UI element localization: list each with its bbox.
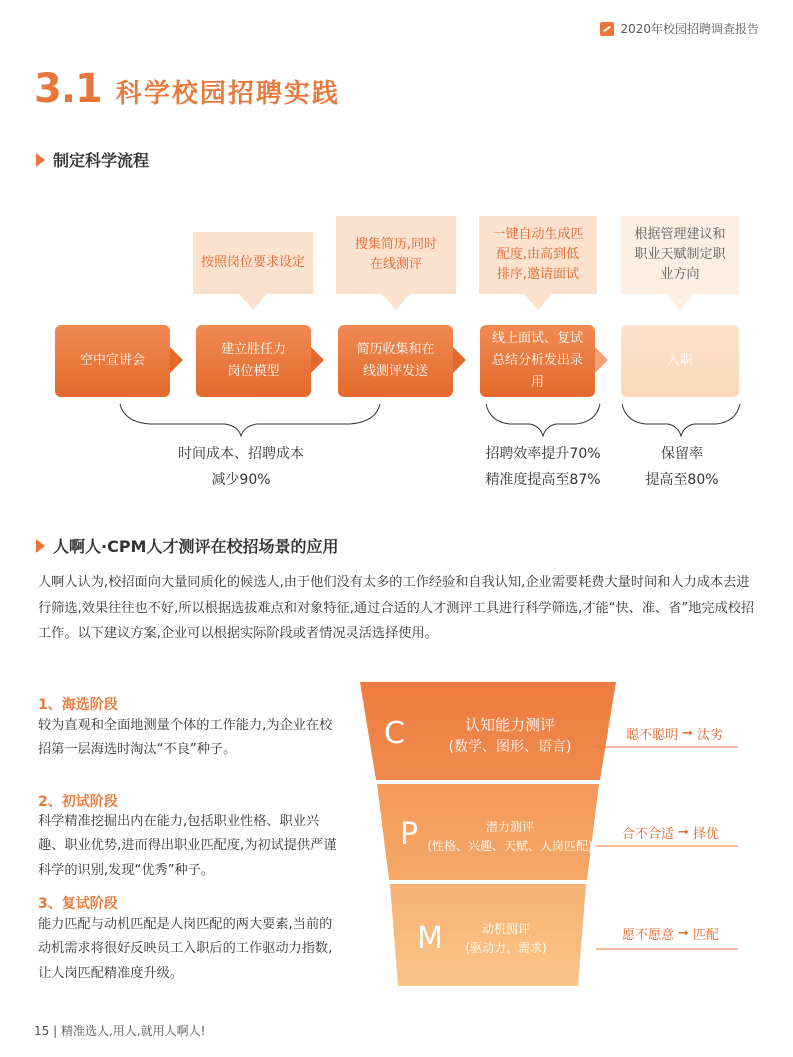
section-name: 科学校园招聘实践 [115,79,340,109]
flow-step-1-label: 空中宣讲会 [79,352,145,368]
flow-step-2-label: 建立胜任力 岗位模型 [220,341,286,379]
outcome-c-to: 汰劣 [696,728,723,743]
result-3-line1: 保留率 [661,446,703,462]
outcome-c-from: 聪不聪明 [626,728,679,743]
stage-3-title: 3、复试阶段 [38,896,118,912]
arrow-right-icon [170,347,183,373]
funnel-p-title: 潜力测评 [485,820,534,834]
flow-step-2 [196,325,311,397]
arrow-right-icon [311,347,324,373]
footer-slogan: 精准选人,用人,就用人啊人! [60,1024,206,1038]
triangle-bullet-icon [36,539,45,553]
brace-2 [486,404,600,436]
funnel-m-text [446,920,566,958]
footer-divider: | [53,1024,61,1038]
funnel-c-subtitle: (数学、图形、语言) [448,738,572,755]
cpm-heading [36,534,338,557]
funnel-letter-m: M [417,921,443,956]
cpm-heading-text: 人啊人·CPM人才测评在校招场景的应用 [53,537,339,556]
flow-heading-text: 制定科学流程 [53,151,150,170]
outcome-m-to: 匹配 [692,928,719,943]
flow-step-1 [55,325,170,397]
callout-1 [193,232,313,294]
callout-1-text: 按照岗位要求设定 [200,254,305,270]
result-3-line2: 提高至80% [645,471,719,488]
funnel-letter-c: C [384,716,405,751]
flow-step-5 [621,325,739,397]
stage-1-title: 1、海选阶段 [38,697,118,713]
funnel-c-title: 认知能力测评 [464,716,555,734]
result-1 [170,442,312,494]
callout-2-tip [382,294,410,310]
brace-3 [622,404,740,436]
report-logo-icon [600,22,614,36]
outcome-p-to: 择优 [692,827,719,842]
arrow-right-icon [453,347,466,373]
flow-heading [36,148,149,171]
flow-step-4 [480,325,595,397]
outcome-p-from: 合不合适 [622,827,675,842]
callout-4-text: 根据管理建议和 职业天赋制定职 业方向 [634,226,726,283]
callout-4-tip [666,294,694,310]
arrow-right-icon: ➞ [682,726,693,741]
arrow-right-icon: ➞ [678,825,689,840]
section-number: 3.1 [34,66,102,112]
callout-4 [621,216,739,294]
report-header [600,20,759,37]
result-2 [476,442,610,494]
stage-1-text: 较为直观和全面地测量个体的工作能力,为企业在校招第一层海选时淘汰“不良”种子。 [38,718,333,758]
result-1-line1: 时间成本、招聘成本 [178,446,304,462]
funnel-p-text [420,818,600,856]
result-3 [630,442,734,494]
callout-2-text: 搜集简历,同时 在线测评 [354,236,438,272]
callout-3-tip [524,294,552,310]
callout-3 [479,216,597,294]
arrow-right-icon: ➞ [678,926,689,941]
stage-2-text: 科学精准挖掘出内在能力,包括职业性格、职业兴趣、职业优势,进而得出职业匹配度,为初试提供严谨科学的识别,发现“优秀”种子。 [38,814,337,878]
triangle-bullet-icon [36,153,45,167]
arrow-right-icon [595,347,608,373]
funnel-m-subtitle: (驱动力、需求) [465,941,547,956]
funnel-c-text [430,714,590,758]
stage-2-title: 2、初试阶段 [38,794,118,810]
callout-1-tip [239,294,267,310]
intro-paragraph: 人啊人认为,校招面向大量同质化的候选人,由于他们没有太多的工作经验和自我认知,企业需要耗费大量时间和人力成本去进行筛选,效果往往也不好,所以根据选拔难点和对象特征,通过合适的人才测评工具进行科学筛选,才能“快、准、省”地完成校招工作。以下建议方案,企业可以根据实际阶段或者情况灵活选择使用。 [38,575,755,642]
outcome-m [622,924,719,943]
callout-2 [336,216,456,294]
section-title [34,66,340,112]
result-1-line2: 减少90% [211,471,271,488]
funnel-p-subtitle: (性格、兴趣、天赋、人岗匹配) [427,839,593,854]
page-footer [34,1022,205,1039]
flow-step-4-label: 线上面试、复试 总结分析发出录用 [491,330,583,391]
brace-1 [120,404,380,436]
outcome-c [626,724,723,743]
flow-step-5-label: 入职 [666,352,693,368]
outcome-m-from: 愿不愿意 [622,928,675,943]
stage-3-text: 能力匹配与动机匹配是人岗匹配的两大要素,当前的动机需求将很好反映员工入职后的工作驱动力指数,让人岗匹配精准度升级。 [38,917,333,981]
report-title: 2020年校园招聘调查报告 [620,22,759,36]
flow-step-3 [338,325,453,397]
result-2-line2: 精准度提高至87% [485,471,601,488]
funnel-m-title: 动机测评 [481,922,530,936]
flow-step-3-label: 简历收集和在 线测评发送 [356,341,435,379]
page-number: 15 [34,1024,50,1038]
outcome-p [622,823,719,842]
result-2-line1: 招聘效率提升70% [485,446,601,462]
callout-3-text: 一键自动生成匹 配度,由高到低 排序,邀请面试 [492,226,584,283]
funnel-letter-p: P [400,817,419,852]
